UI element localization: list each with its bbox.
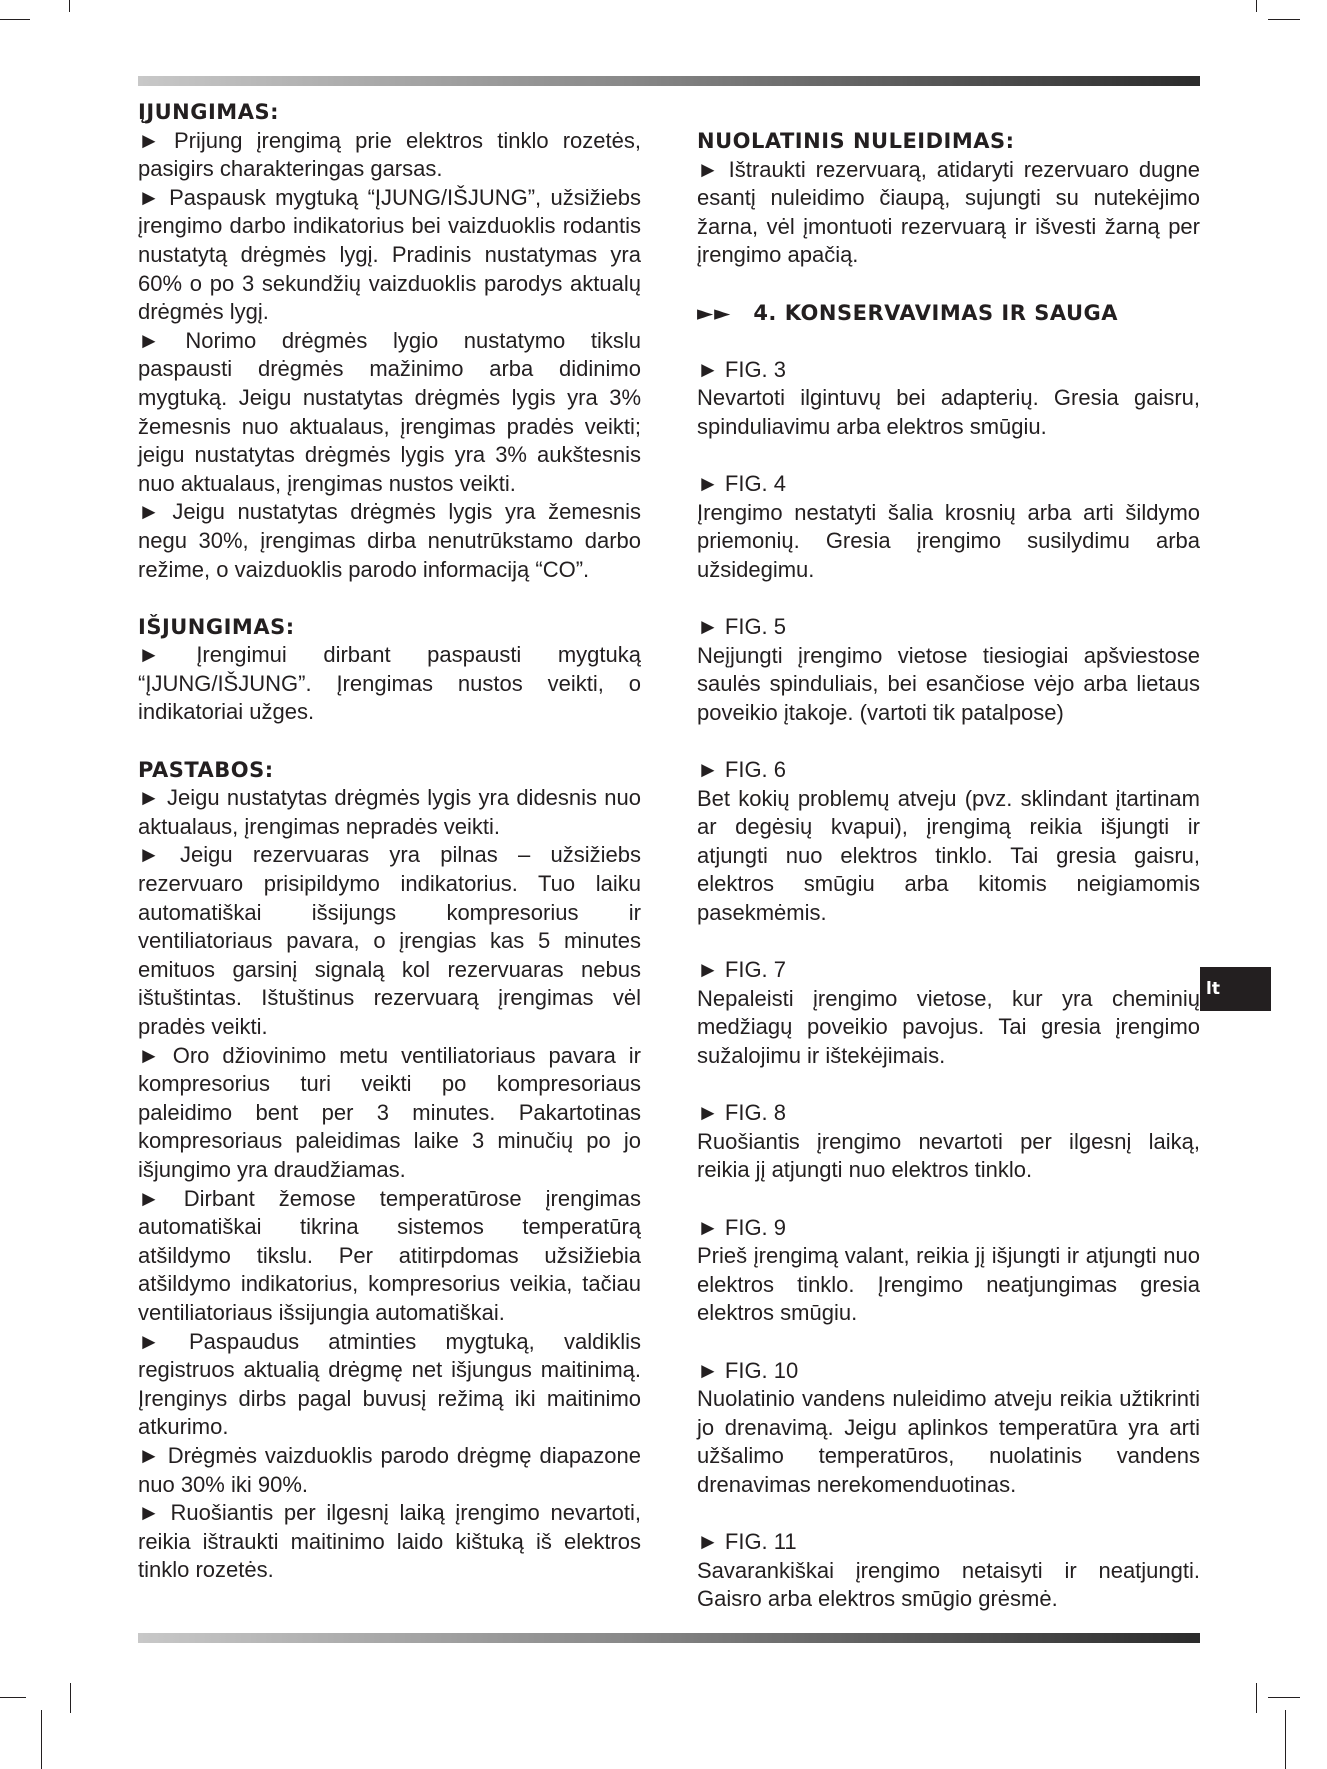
fig-label: ► FIG. 3	[697, 356, 787, 382]
fig-label: ► FIG. 5	[697, 614, 787, 640]
paragraph: ► Ruošiantis per ilgesnį laiką įrengimo nevartoti, reikia ištraukti maitinimo laido kištuką iš elektros tinklo rozetės.	[138, 1500, 641, 1583]
paragraph: ► Paspausk mygtuką “ĮJUNG/IŠJUNG”, užsižiebs įrengimo darbo indikatorius bei vaizduoklis rodantis nustatytą drėgmės lygį. Pradinis nustatymas yra 60% o po 3 sekundžių vaizduoklis parodys aktualų drėgmės lygį.	[138, 184, 641, 325]
paragraph: Nepaleisti įrengimo vietose, kur yra cheminių medžiagų poveikio pavojus. Tai gresia įrengimo sužalojimu ir ištekėjimais.	[697, 985, 1200, 1068]
fig-label: ► FIG. 7	[697, 957, 787, 983]
fig-label: ► FIG. 4	[697, 471, 787, 497]
paragraph: Neįjungti įrengimo vietose tiesiogiai apšviestose saulės spinduliais, bei esančiose vėjo arba lietaus poveikio įtakoje. (vartoti tik patalpose)	[697, 642, 1200, 725]
paragraph: Nuolatinio vandens nuleidimo atveju reikia užtikrinti jo drenavimą. Jeigu aplinkos temperatūra yra arti užšalimo temperatūros, nuolatinis vandens drenavimas nerekomenduotinas.	[697, 1386, 1200, 1497]
heading-pastabos: PASTABOS:	[138, 757, 274, 782]
top-gradient-bar	[138, 76, 1200, 86]
fig-label: ► FIG. 10	[697, 1357, 799, 1383]
crop-mark	[1256, 1683, 1257, 1713]
crop-mark	[41, 1710, 42, 1769]
crop-mark	[70, 1683, 71, 1713]
double-arrow-icon: ►►	[697, 300, 732, 325]
paragraph: ► Jeigu rezervuaras yra pilnas – užsižiebs rezervuaro prisipildymo indikatorius. Tuo laiku automatiškai išsijungs kompresorius ir ventiliatoriaus pavara, o įrengias kas 5 minutes emituos garsinį signalą kol rezervuaras nebus ištuštintas. Ištuštinus rezervuarą įrengimas vėl pradės veikti.	[138, 842, 641, 1039]
paragraph: Įrengimo nestatyti šalia krosnių arba arti šildymo priemonių. Gresia įrengimo susilydimu arba užsidegimu.	[697, 499, 1200, 582]
fig-label: ► FIG. 9	[697, 1214, 787, 1240]
paragraph: ► Ištraukti rezervuarą, atidaryti rezervuaro dugne esantį nuleidimo čiaupą, sujungti su nutekėjimo žarna, vėl įmontuoti rezervuarą ir išvesti žarną per įrengimo apačią.	[697, 156, 1200, 268]
crop-mark	[1256, 0, 1257, 12]
crop-mark	[1268, 19, 1300, 20]
section-title	[697, 299, 1200, 328]
paragraph: ► Norimo drėgmės lygio nustatymo tikslu paspausti drėgmės mažinimo arba didinimo mygtuką. Jeigu nustatytas drėgmės lygis yra 3% žemesnis nuo aktualaus, įrengimas pradės veikti; jeigu nustatytas drėgmės lygis yra 3% aukštesnis nuo aktualaus, įrengimas nustos veikti.	[138, 327, 641, 496]
left-column	[138, 98, 641, 1585]
fig-label: ► FIG. 11	[697, 1529, 797, 1555]
crop-mark	[1285, 1710, 1286, 1769]
fig-label: ► FIG. 8	[697, 1100, 787, 1126]
paragraph: Ruošiantis įrengimo nevartoti per ilgesnį laiką, reikia jį atjungti nuo elektros tinklo.	[697, 1128, 1200, 1183]
crop-mark	[69, 0, 70, 12]
fig-label: ► FIG. 6	[697, 757, 787, 783]
heading-ijungimas: ĮJUNGIMAS:	[138, 100, 279, 124]
crop-mark	[1268, 1697, 1300, 1698]
paragraph: ► Įrengimui dirbant paspausti mygtuką “ĮJUNG/IŠJUNG”. Įrengimas nustos veikti, o indikatoriai užges.	[138, 642, 641, 725]
section-title-text: 4. KONSERVAVIMAS IR SAUGA	[753, 300, 1118, 325]
paragraph: ► Oro džiovinimo metu ventiliatoriaus pavara ir kompresorius turi veikti po kompresoriaus paleidimo bent per 3 minutes. Pakartotinas kompresoriaus paleidimas laike 3 minučių po jo išjungimo yra draudžiamas.	[138, 1042, 641, 1182]
paragraph: Nevartoti ilgintuvų bei adapterių. Gresia gaisru, spinduliavimu arba elektros smūgiu.	[697, 385, 1200, 439]
paragraph: ► Prijung įrengimą prie elektros tinklo rozetės, pasigirs charakteringas garsas.	[138, 127, 641, 182]
paragraph: ► Drėgmės vaizduoklis parodo drėgmę diapazone nuo 30% iki 90%.	[138, 1442, 641, 1497]
paragraph: Savarankiškai įrengimo netaisyti ir neatjungti. Gaisro arba elektros smūgio grėsmė.	[697, 1557, 1200, 1612]
bottom-gradient-bar	[138, 1633, 1200, 1643]
paragraph: ► Dirbant žemose temperatūrose įrengimas automatiškai tikrina sistemos temperatūrą atšildymo tikslu. Per atitirpdomas užsižiebia atšildymo indikatorius, kompresorius veikia, tačiau ventiliatoriaus išsijungia automatiškai.	[138, 1185, 641, 1325]
paragraph: ► Jeigu nustatytas drėgmės lygis yra didesnis nuo aktualaus, įrengimas nepradės veikti.	[138, 785, 641, 839]
heading-nuolatinis-nuleidimas: NUOLATINIS NULEIDIMAS:	[697, 129, 1015, 153]
paragraph: ► Paspaudus atminties mygtuką, valdiklis registruos aktualią drėgmę net išjungus maitinimą. Įrenginys dirbs pagal buvusį režimą iki maitinimo atkurimo.	[138, 1328, 641, 1440]
language-tab: lt	[1200, 967, 1271, 1011]
paragraph: ► Jeigu nustatytas drėgmės lygis yra žemesnis negu 30%, įrengimas dirba nenutrūkstamo darbo režime, o vaizduoklis parodo informaciją “CO”.	[138, 499, 641, 582]
paragraph: Bet kokių problemų atveju (pvz. sklindant įtartinam ar degėsių kvapui), įrengimą reikia išjungti ir atjungti nuo elektros tinklo. Tai gresia gaisru, elektros smūgiu arba kitomis neigiamomis pasekmėmis.	[697, 785, 1200, 926]
paragraph: Prieš įrengimą valant, reikia jį išjungti ir atjungti nuo elektros tinklo. Įrengimo neatjungimas gresia elektros smūgiu.	[697, 1243, 1200, 1326]
heading-isjungimas: IŠJUNGIMAS:	[138, 614, 295, 639]
right-column	[697, 127, 1200, 1614]
crop-mark	[0, 1697, 26, 1698]
crop-mark	[0, 19, 30, 20]
